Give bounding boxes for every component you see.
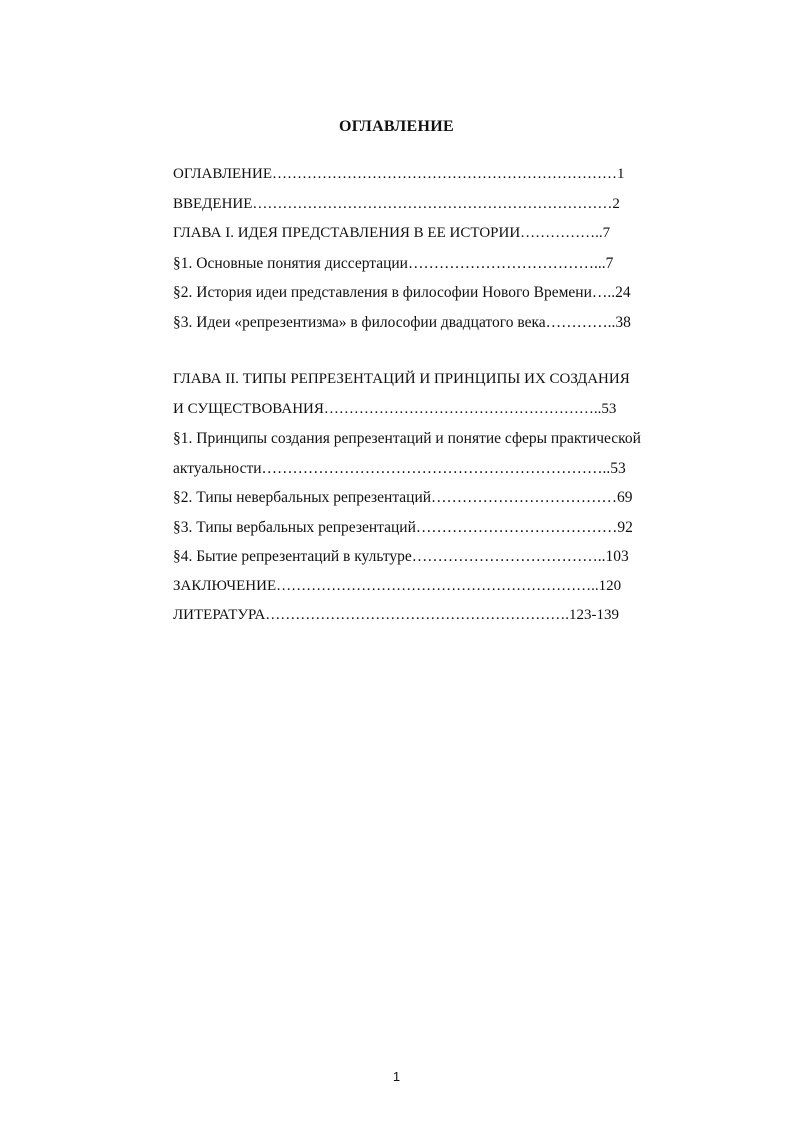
toc-entry-chapter-2-section-1-line-2: актуальности…………………………………………………………..53 xyxy=(173,459,626,477)
toc-entry-introduction: ВВЕДЕНИЕ………………………………………………………………2 xyxy=(173,195,620,212)
toc-entry-chapter-2-line-1: ГЛАВА II. ТИПЫ РЕПРЕЗЕНТАЦИЙ И ПРИНЦИПЫ ИХ СОЗДАНИЯ xyxy=(173,371,630,387)
page-number: 1 xyxy=(392,1069,401,1084)
toc-entry-chapter-1-section-2: §2. История идеи представления в философии Нового Времени…..24 xyxy=(173,284,631,301)
toc-entry-chapter-1-section-3: §3. Идеи «репрезентизма» в философии двадцатого века…………..38 xyxy=(173,313,631,331)
toc-entry-chapter-2-line-2: И СУЩЕСТВОВАНИЯ………………………………………………..53 xyxy=(173,400,617,417)
toc-entry-chapter-2-section-3: §3. Типы вербальных репрезентаций…………………………………92 xyxy=(173,518,633,536)
page-title: ОГЛАВЛЕНИЕ xyxy=(339,118,454,135)
toc-entry-chapter-2-section-1-line-1: §1. Принципы создания репрезентаций и понятие сферы практической xyxy=(173,430,641,447)
table-of-contents xyxy=(173,160,713,631)
toc-entry-contents: ОГЛАВЛЕНИЕ……………………………………………………………1 xyxy=(173,166,625,182)
toc-entry-chapter-2-section-2: §2. Типы невербальных репрезентаций………………………………69 xyxy=(173,489,633,506)
toc-entry-chapter-1-section-1: §1. Основные понятия диссертации………………………………...7 xyxy=(173,254,614,272)
toc-entry-chapter-1: ГЛАВА I. ИДЕЯ ПРЕДСТАВЛЕНИЯ В ЕЕ ИСТОРИИ……………..7 xyxy=(173,225,611,241)
toc-entry-conclusion: ЗАКЛЮЧЕНИЕ………………………………………………………..120 xyxy=(173,577,622,594)
toc-entry-literature: ЛИТЕРАТУРА…………………………………………………….123-139 xyxy=(173,607,620,623)
toc-entry-chapter-2-section-4: §4. Бытие репрезентаций в культуре………………………………..103 xyxy=(173,548,629,565)
